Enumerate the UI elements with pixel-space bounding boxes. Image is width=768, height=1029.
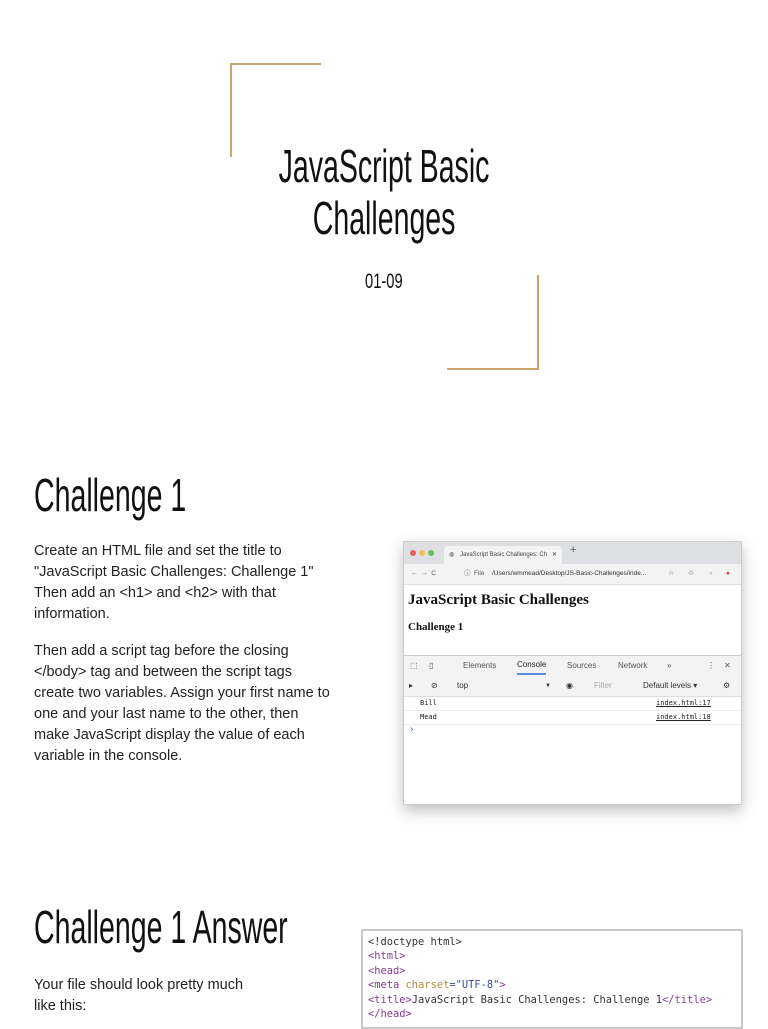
eye-icon: ◉ bbox=[566, 681, 573, 690]
text-line: make JavaScript display the value of each bbox=[34, 727, 305, 743]
page-title bbox=[0, 140, 768, 244]
address-text: /Users/wmmead/Desktop/JS-Basic-Challenges/inde... bbox=[492, 570, 647, 577]
code-token: <meta bbox=[368, 979, 406, 992]
text-line: Your file should look pretty much bbox=[34, 977, 244, 993]
text-line: Then add a script tag before the closing bbox=[34, 643, 289, 659]
corner-line bbox=[230, 63, 321, 65]
nav-icons: ← → C bbox=[411, 570, 436, 577]
dropdown-icon: ▼ bbox=[545, 683, 551, 689]
levels-select: Default levels ▾ bbox=[643, 681, 698, 690]
heading-text: Challenge 1 Answer bbox=[34, 901, 288, 953]
tab-title: JavaScript Basic Challenges: Ch bbox=[460, 552, 548, 558]
text-line: Then add an <h1> and <h2> with that bbox=[34, 585, 276, 601]
opera-icon: ● bbox=[726, 570, 730, 577]
text-line: like this: bbox=[34, 998, 87, 1014]
page-h1: JavaScript Basic Challenges bbox=[408, 592, 589, 608]
code-token: ="UTF-8" bbox=[449, 979, 500, 992]
subtitle: 01-09 bbox=[365, 270, 403, 293]
text-line: information. bbox=[34, 606, 110, 622]
title-line: Challenges bbox=[312, 192, 456, 244]
log-value: Bill bbox=[420, 699, 437, 707]
challenge-paragraph-1 bbox=[34, 541, 314, 625]
code-line: <head> bbox=[368, 964, 406, 977]
new-tab-icon: + bbox=[570, 544, 577, 556]
sidebar-icon: ▸ bbox=[409, 681, 414, 690]
extension-icon: ♲ bbox=[688, 570, 694, 577]
challenge-paragraph-2 bbox=[34, 641, 330, 767]
log-source: index.html:17 bbox=[656, 699, 711, 707]
code-token: JavaScript Basic Challenges: Challenge 1 bbox=[411, 993, 663, 1006]
console-prompt: › bbox=[410, 724, 414, 735]
title-line: JavaScript Basic bbox=[278, 140, 490, 192]
filter-input: Filter bbox=[594, 681, 612, 690]
answer-text bbox=[34, 975, 243, 1017]
console-row bbox=[404, 711, 741, 725]
devtools-tabs bbox=[404, 655, 741, 677]
address-prefix: File bbox=[474, 570, 485, 577]
text-line: "JavaScript Basic Challenges: Challenge 1" bbox=[34, 564, 314, 580]
code-token: charset bbox=[405, 979, 450, 992]
info-icon: ⓘ bbox=[464, 570, 471, 577]
clear-icon: ⊘ bbox=[431, 681, 438, 690]
kebab-icon: ⋮ bbox=[707, 661, 715, 670]
address-bar bbox=[404, 564, 741, 585]
gear-icon: ⚙ bbox=[723, 681, 731, 690]
code-line: <!doctype html> bbox=[368, 936, 462, 948]
code-line: <html> bbox=[368, 950, 406, 963]
corner-line bbox=[447, 368, 539, 370]
close-icon: ✕ bbox=[724, 661, 731, 670]
text-line: </body> tag and between the script tags bbox=[34, 664, 292, 680]
device-icon: ▯ bbox=[429, 661, 434, 670]
close-dot bbox=[410, 550, 416, 556]
code-block bbox=[361, 929, 743, 1029]
more-tabs: » bbox=[667, 661, 672, 670]
maximize-dot bbox=[428, 550, 434, 556]
inspect-icon: ⬚ bbox=[410, 661, 418, 670]
minimize-dot bbox=[419, 550, 425, 556]
tab-sources: Sources bbox=[567, 661, 597, 670]
console-row bbox=[404, 697, 741, 711]
log-value: Mead bbox=[420, 713, 437, 721]
browser-tab bbox=[444, 546, 562, 564]
text-line: Create an HTML file and set the title to bbox=[34, 543, 282, 559]
log-source: index.html:18 bbox=[656, 713, 711, 721]
code-line: </head> bbox=[368, 1008, 412, 1021]
console-toolbar bbox=[404, 676, 741, 697]
star-icon: ☆ bbox=[668, 570, 674, 577]
text-line: variable in the console. bbox=[34, 748, 183, 764]
browser-screenshot bbox=[403, 541, 742, 805]
tab-console: Console bbox=[517, 656, 546, 675]
code-token: <title> bbox=[368, 993, 412, 1006]
text-line: one and your last name to the other, then bbox=[34, 706, 299, 722]
heading-text: Challenge 1 bbox=[34, 469, 187, 521]
tab-network: Network bbox=[618, 661, 648, 670]
profile-icon: ● bbox=[709, 570, 713, 577]
context-select: top bbox=[457, 681, 469, 690]
text-line: create two variables. Assign your first name to bbox=[34, 685, 330, 701]
page-h2: Challenge 1 bbox=[408, 621, 464, 633]
code-token: </title> bbox=[662, 993, 713, 1006]
tab-elements: Elements bbox=[463, 661, 497, 670]
challenge-heading bbox=[34, 468, 280, 522]
code-token: > bbox=[499, 979, 506, 992]
close-icon: ✕ bbox=[551, 552, 557, 558]
globe-icon: ◍ bbox=[449, 552, 455, 558]
